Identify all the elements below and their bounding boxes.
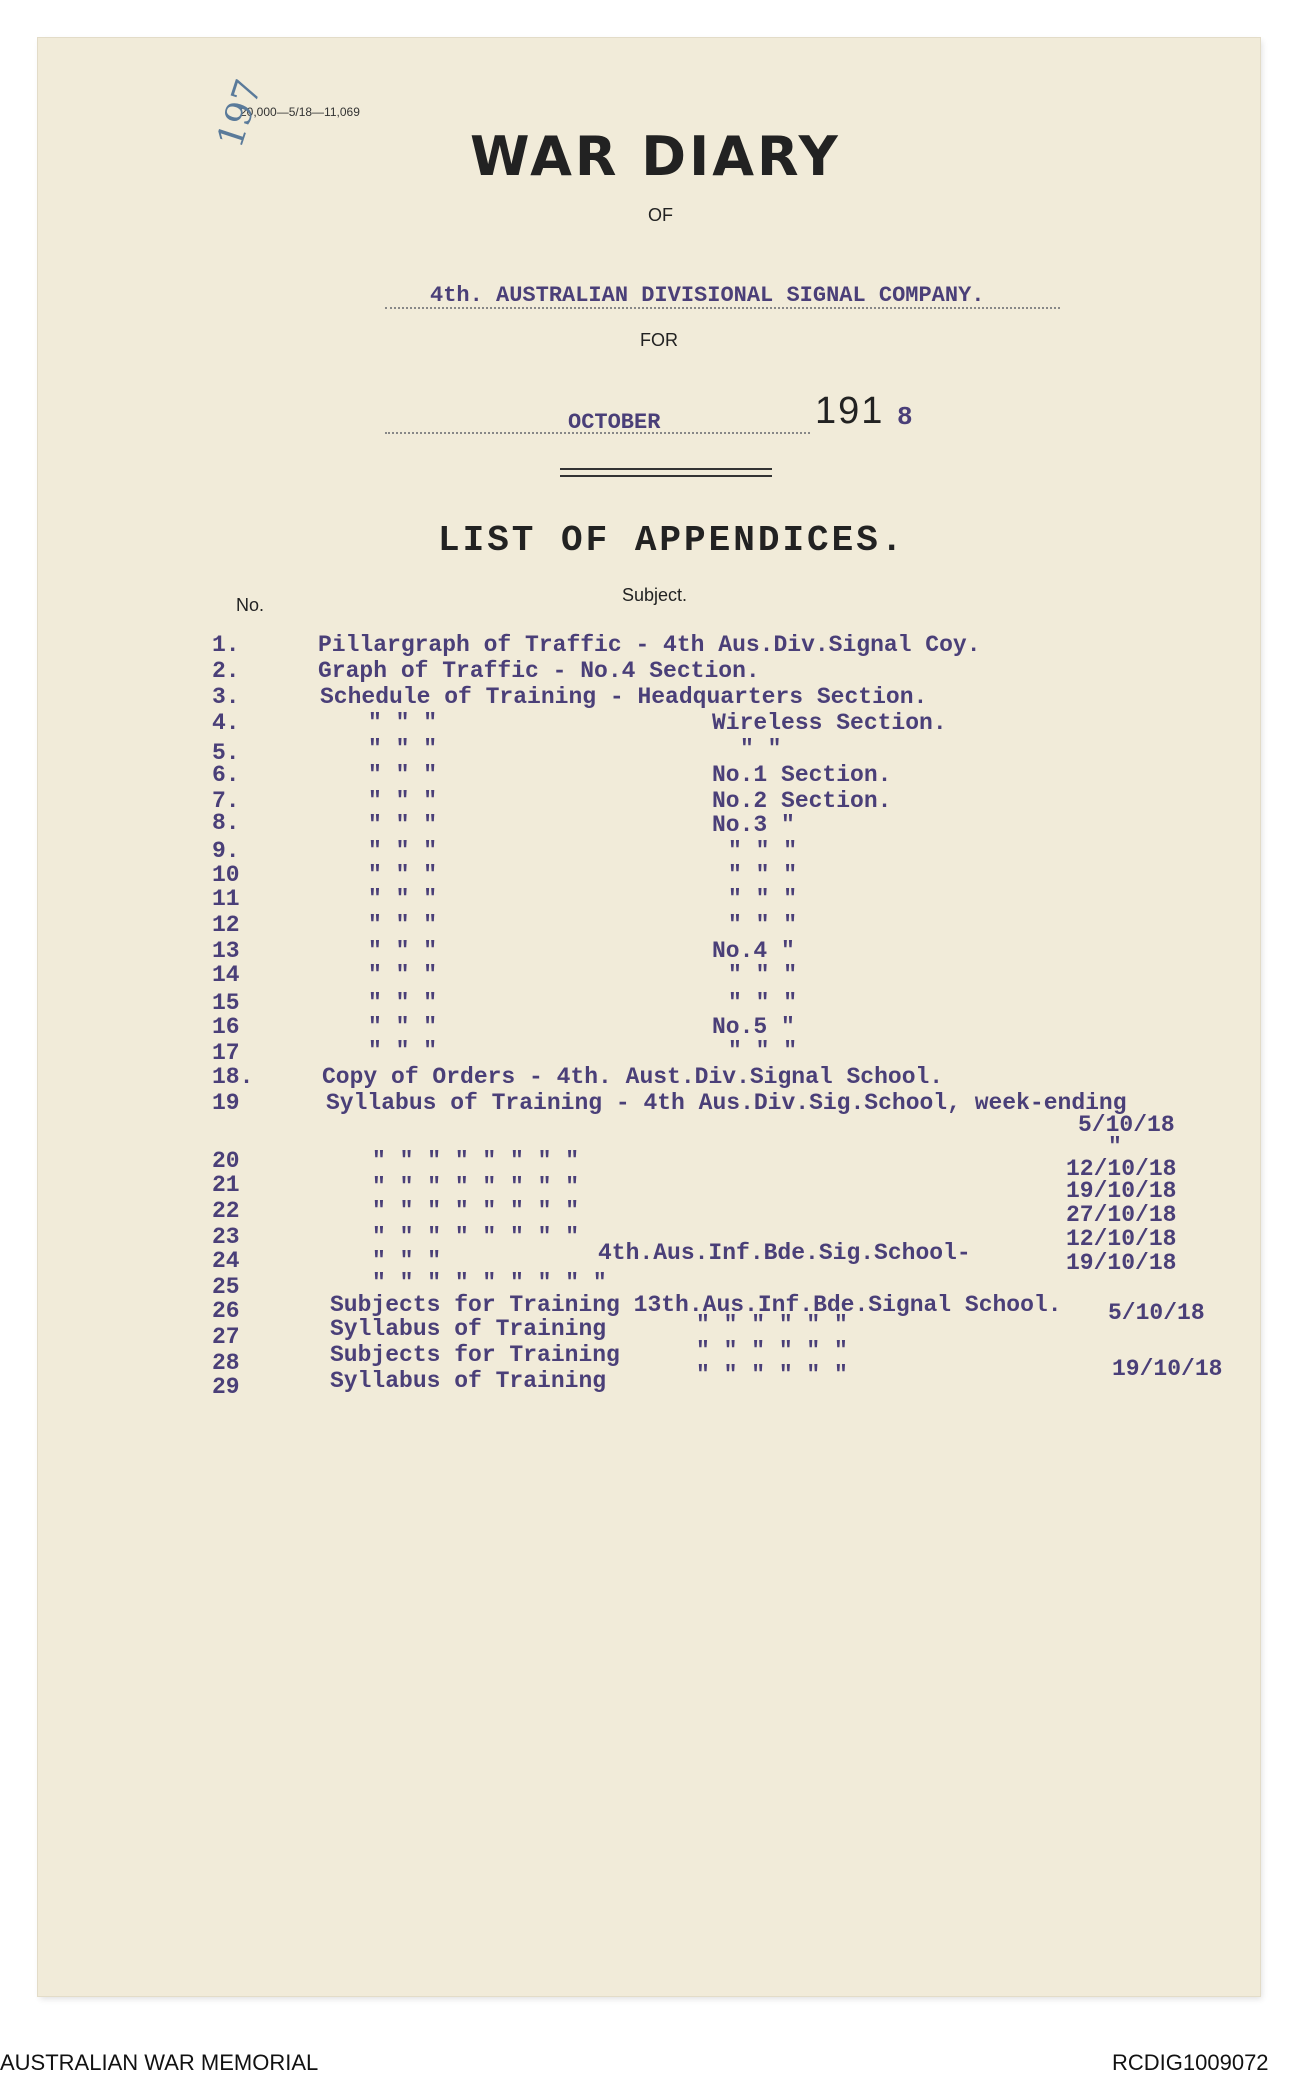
ditto-marks: " " " bbox=[368, 838, 438, 864]
ditto-marks: " " " bbox=[728, 990, 798, 1016]
appendix-subject: No.4 " bbox=[712, 938, 795, 964]
ditto-marks: " " " " " " " " bbox=[372, 1148, 580, 1174]
ditto-marks: " " " " " " " " bbox=[372, 1174, 580, 1200]
ditto-marks: " " " " " " " " " bbox=[372, 1270, 607, 1296]
year-printed: 191 bbox=[815, 390, 885, 432]
ditto-marks: " " " bbox=[728, 912, 798, 938]
appendix-subject: Syllabus of Training bbox=[330, 1316, 607, 1342]
appendix-number: 29 bbox=[212, 1374, 240, 1400]
ditto-marks: " " " bbox=[368, 886, 438, 912]
appendix-number: 23 bbox=[212, 1224, 240, 1250]
ditto-marks: " " " bbox=[368, 812, 438, 838]
ditto-marks: " " " bbox=[368, 862, 438, 888]
appendix-number: 6. bbox=[212, 762, 240, 788]
week-ending-date: 19/10/18 bbox=[1066, 1250, 1177, 1276]
ditto-marks: " " " " " " bbox=[696, 1312, 848, 1338]
appendix-subject: No.3 " bbox=[712, 812, 795, 838]
appendix-number: 11 bbox=[212, 886, 240, 912]
appendix-number: 9. bbox=[212, 838, 240, 864]
appendix-number: 26 bbox=[212, 1298, 240, 1324]
ditto-marks: " " " bbox=[368, 788, 438, 814]
ditto-marks: " " " bbox=[368, 938, 438, 964]
appendix-number: 5. bbox=[212, 740, 240, 766]
ditto-marks: " " " bbox=[368, 912, 438, 938]
appendix-number: 20 bbox=[212, 1148, 240, 1174]
column-header-no: No. bbox=[236, 595, 265, 615]
week-ending-date: 5/10/18 bbox=[1108, 1300, 1205, 1326]
ditto-marks: " " " " " " " " bbox=[372, 1198, 580, 1224]
ditto-marks: " " " bbox=[368, 990, 438, 1016]
ditto-marks: " " " bbox=[368, 1014, 438, 1040]
appendix-number: 8. bbox=[212, 810, 240, 836]
of-label: OF bbox=[648, 205, 673, 225]
appendix-number: 25 bbox=[212, 1274, 240, 1300]
footer-item-id: RCDIG1009072 bbox=[1112, 2050, 1269, 2075]
week-ending-date: 27/10/18 bbox=[1066, 1202, 1177, 1228]
ditto-marks: " " " bbox=[368, 710, 438, 736]
form-code: 20,000—5/18—11,069 bbox=[240, 105, 360, 119]
list-title: LIST OF APPENDICES. bbox=[438, 520, 906, 561]
for-label: FOR bbox=[640, 330, 678, 350]
appendix-subject: Subjects for Training bbox=[330, 1342, 620, 1368]
appendix-number: 13 bbox=[212, 938, 240, 964]
week-ending-date: 19/10/18 bbox=[1112, 1356, 1223, 1382]
appendix-number: 21 bbox=[212, 1172, 240, 1198]
document-title: WAR DIARY bbox=[470, 125, 841, 188]
ditto-marks: " " " bbox=[728, 962, 798, 988]
ditto-marks: " bbox=[1108, 1134, 1122, 1160]
appendix-subject: Syllabus of Training bbox=[330, 1368, 607, 1394]
appendix-subject: Copy of Orders - 4th. Aust.Div.Signal School. bbox=[322, 1064, 944, 1090]
appendix-subject: Wireless Section. bbox=[712, 710, 947, 736]
folio-number: 197 bbox=[210, 74, 271, 153]
appendix-number: 17 bbox=[212, 1040, 240, 1066]
ditto-marks: " " " " " " bbox=[696, 1362, 848, 1388]
appendix-number: 12 bbox=[212, 912, 240, 938]
appendix-subject: 4th.Aus.Inf.Bde.Sig.School- bbox=[598, 1240, 971, 1266]
week-ending-date: 5/10/18 bbox=[1078, 1112, 1175, 1138]
appendix-number: 16 bbox=[212, 1014, 240, 1040]
double-rule-bottom bbox=[560, 475, 772, 477]
appendix-number: 3. bbox=[212, 684, 240, 710]
appendix-subject: Schedule of Training - Headquarters Section. bbox=[320, 684, 928, 710]
ditto-marks: " " " bbox=[728, 862, 798, 888]
ditto-marks: " " " bbox=[728, 886, 798, 912]
ditto-marks: " " " bbox=[368, 762, 438, 788]
month: OCTOBER bbox=[568, 410, 661, 435]
double-rule-top bbox=[560, 468, 772, 470]
ditto-marks: " " " bbox=[372, 1248, 442, 1274]
appendix-number: 24 bbox=[212, 1248, 240, 1274]
appendix-subject: Graph of Traffic - No.4 Section. bbox=[318, 658, 760, 684]
unit-name: 4th. AUSTRALIAN DIVISIONAL SIGNAL COMPANY. bbox=[430, 283, 985, 308]
appendix-subject: Pillargraph of Traffic - 4th Aus.Div.Signal Coy. bbox=[318, 632, 981, 658]
ditto-marks: " " " bbox=[728, 1038, 798, 1064]
ditto-marks: " " " " " " bbox=[696, 1338, 848, 1364]
appendix-number: 7. bbox=[212, 788, 240, 814]
appendix-number: 28 bbox=[212, 1350, 240, 1376]
appendix-number: 18. bbox=[212, 1064, 254, 1090]
appendix-number: 19 bbox=[212, 1090, 240, 1116]
ditto-marks: " " " bbox=[728, 838, 798, 864]
week-ending-date: 12/10/18 bbox=[1066, 1156, 1177, 1182]
appendix-number: 2. bbox=[212, 658, 240, 684]
ditto-marks: " " " bbox=[368, 1038, 438, 1064]
appendix-number: 1. bbox=[212, 632, 240, 658]
ditto-marks: " " " bbox=[368, 736, 438, 762]
appendix-number: 4. bbox=[212, 710, 240, 736]
appendix-number: 22 bbox=[212, 1198, 240, 1224]
appendix-number: 15 bbox=[212, 990, 240, 1016]
ditto-marks: " " " " " " " " bbox=[372, 1224, 580, 1250]
column-header-subject: Subject. bbox=[622, 585, 688, 605]
year-typed: 8 bbox=[897, 402, 913, 432]
appendix-subject: No.5 " bbox=[712, 1014, 795, 1040]
appendix-number: 10 bbox=[212, 862, 240, 888]
appendix-subject: Subjects for Training 13th.Aus.Inf.Bde.Signal School. bbox=[330, 1292, 1062, 1318]
ditto-marks: " " bbox=[740, 736, 782, 762]
appendix-number: 14 bbox=[212, 962, 240, 988]
week-ending-date: 12/10/18 bbox=[1066, 1226, 1177, 1252]
appendix-subject: No.1 Section. bbox=[712, 762, 892, 788]
appendix-subject: No.2 Section. bbox=[712, 788, 892, 814]
appendix-subject: Syllabus of Training - 4th Aus.Div.Sig.School, week-ending bbox=[326, 1090, 1127, 1116]
footer-institution: AUSTRALIAN WAR MEMORIAL bbox=[0, 2050, 319, 2075]
ditto-marks: " " " bbox=[368, 962, 438, 988]
week-ending-date: 19/10/18 bbox=[1066, 1178, 1177, 1204]
appendix-number: 27 bbox=[212, 1324, 240, 1350]
